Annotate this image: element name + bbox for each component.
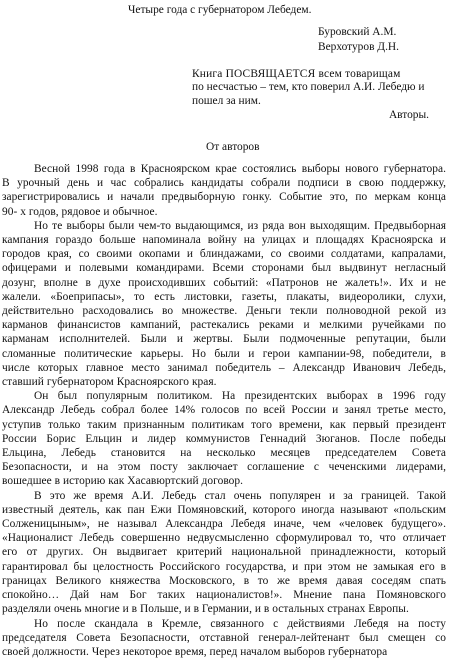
paragraph xyxy=(2,617,446,660)
paragraph-line: «Националист Лебедь совершенно недвусмысленно сформулировал то, что отличает xyxy=(2,532,446,545)
paragraph-line: своей должности. Через некоторое время, перед началом выборов губернатора xyxy=(2,645,388,658)
paragraph-line: ставший губернатором Красноярского края. xyxy=(2,376,217,389)
paragraph-line: 90- х годов, рядовое и обычное. xyxy=(2,205,158,218)
paragraph xyxy=(2,162,446,219)
signature: Авторы. xyxy=(388,109,429,121)
author-name: Буровский А.М. xyxy=(318,26,397,38)
dedication xyxy=(192,68,440,108)
paragraph-line: дозунг, вполне в духе происходивших событий: «Патронов не жалеть!». Их и не xyxy=(2,276,446,289)
paragraph-line: вошедшее в историю как Хасавюртский договор. xyxy=(2,475,244,488)
paragraph-line: жалели. «Боеприпасы», то есть листовки, газеты, плакаты, видеоролики, слухи, xyxy=(2,290,446,303)
paragraph xyxy=(2,219,446,389)
paragraph-line: Но те выборы были чем-то выдающимся, из ряда вон выходящим. Предвыборная xyxy=(34,219,446,232)
paragraph-line: офицерами и полевыми командирами. Всеми сторонами был выдвинут негласный xyxy=(2,262,446,275)
paragraph-line: Солженицыным», не называл Александра Лебедя иначе, чем «человек будущего». xyxy=(2,518,446,531)
section-title: От авторов xyxy=(206,141,260,153)
paragraph-line: председателя Совета Безопасности, отставной генерал-лейтенант был смещен со xyxy=(2,631,446,644)
paragraph-line: Ельцина, Лебедь становится на несколько месяцев председателем Совета xyxy=(2,447,446,460)
author-name: Верхотуров Д.Н. xyxy=(318,41,399,53)
paragraph-line: числе которых главное место занимал победитель – Александр Иванович Лебедь, xyxy=(2,361,446,374)
paragraph-line: зарегистрировались и начали предвыборную гонку. Событие это, по меркам конца xyxy=(2,191,446,204)
paragraph-line: городов края, со своими окопами и блиндажами, со своими солдатами, капралами, xyxy=(2,248,446,261)
paragraph-line: действительно расходовались во множестве. Деньги текли полноводной рекой из xyxy=(2,305,446,318)
paragraph-line: его от других. Он выдвигает критерий национальной принадлежности, который xyxy=(2,546,446,559)
paragraph-line: В урочный день и час собрались кандидаты собрали подписи в свою поддержку, xyxy=(2,177,446,190)
paragraph-line: кампания гораздо больше напоминала войну на улицах и площадях Красноярска и xyxy=(2,234,446,247)
paragraph-line: сломанные политические карьеры. Но были и герои кампании-98, победители, в xyxy=(2,347,446,360)
paragraph-line: В это же время А.И. Лебедь стал очень популярен и за границей. Такой xyxy=(34,489,446,502)
document-body xyxy=(2,162,446,659)
dedication-line: пошел за ним. xyxy=(192,94,261,107)
paragraph-line: Он был популярным политиком. На президентских выборах в 1996 году xyxy=(34,390,446,403)
document-title: Четыре года с губернатором Лебедем. xyxy=(128,4,312,16)
paragraph-line: карманам исполнителей. Были и жертвы. Были подмоченные репутации, были xyxy=(2,333,446,346)
paragraph-line: спокойно… Дай нам Бог таких националистов!». Мнение пана Помяновского xyxy=(2,589,446,602)
paragraph-line: Но после скандала в Кремле, связанного с действиями Лебедя на посту xyxy=(34,617,446,630)
paragraph xyxy=(2,489,446,617)
dedication-line: Книга ПОСВЯЩАЕТСЯ всем товарищам xyxy=(192,68,401,80)
paragraph-line: разделяли очень многие и в Польше, и в Германии, и в остальных странах Европы. xyxy=(2,603,409,616)
paragraph-line: уступив только таким признанным политикам того времени, как первый президент xyxy=(2,418,446,431)
paragraph-line: России Борис Ельцин и лидер коммунистов Геннадий Зюганов. После победы xyxy=(2,432,446,445)
paragraph-line: границах Великого княжества Московского, в то же время давая соседям спать xyxy=(2,574,446,587)
paragraph-line: Безопасности, и на этом посту заключает соглашение с чеченскими лидерами, xyxy=(2,461,446,474)
authors-block xyxy=(318,25,399,55)
paragraph-line: карманов финансистов кампаний, растекались реками и мелкими ручейками по xyxy=(2,319,446,332)
paragraph-line: Александр Лебедь собрал более 14% голосов по всей России и занял третье место, xyxy=(2,404,446,417)
paragraph-line: известный деятель, как пан Ежи Помяновский, которого иногда называют «польским xyxy=(2,503,446,516)
dedication-line: по несчастью – тем, кто поверил А.И. Лебедю и xyxy=(192,81,425,94)
paragraph-line: Весной 1998 года в Красноярском крае состоялись выборы нового губернатора. xyxy=(34,163,446,175)
paragraph-line: гарантировал бы целостность Российского государства, и при этом не замыкая его в xyxy=(2,560,446,573)
paragraph xyxy=(2,389,446,488)
